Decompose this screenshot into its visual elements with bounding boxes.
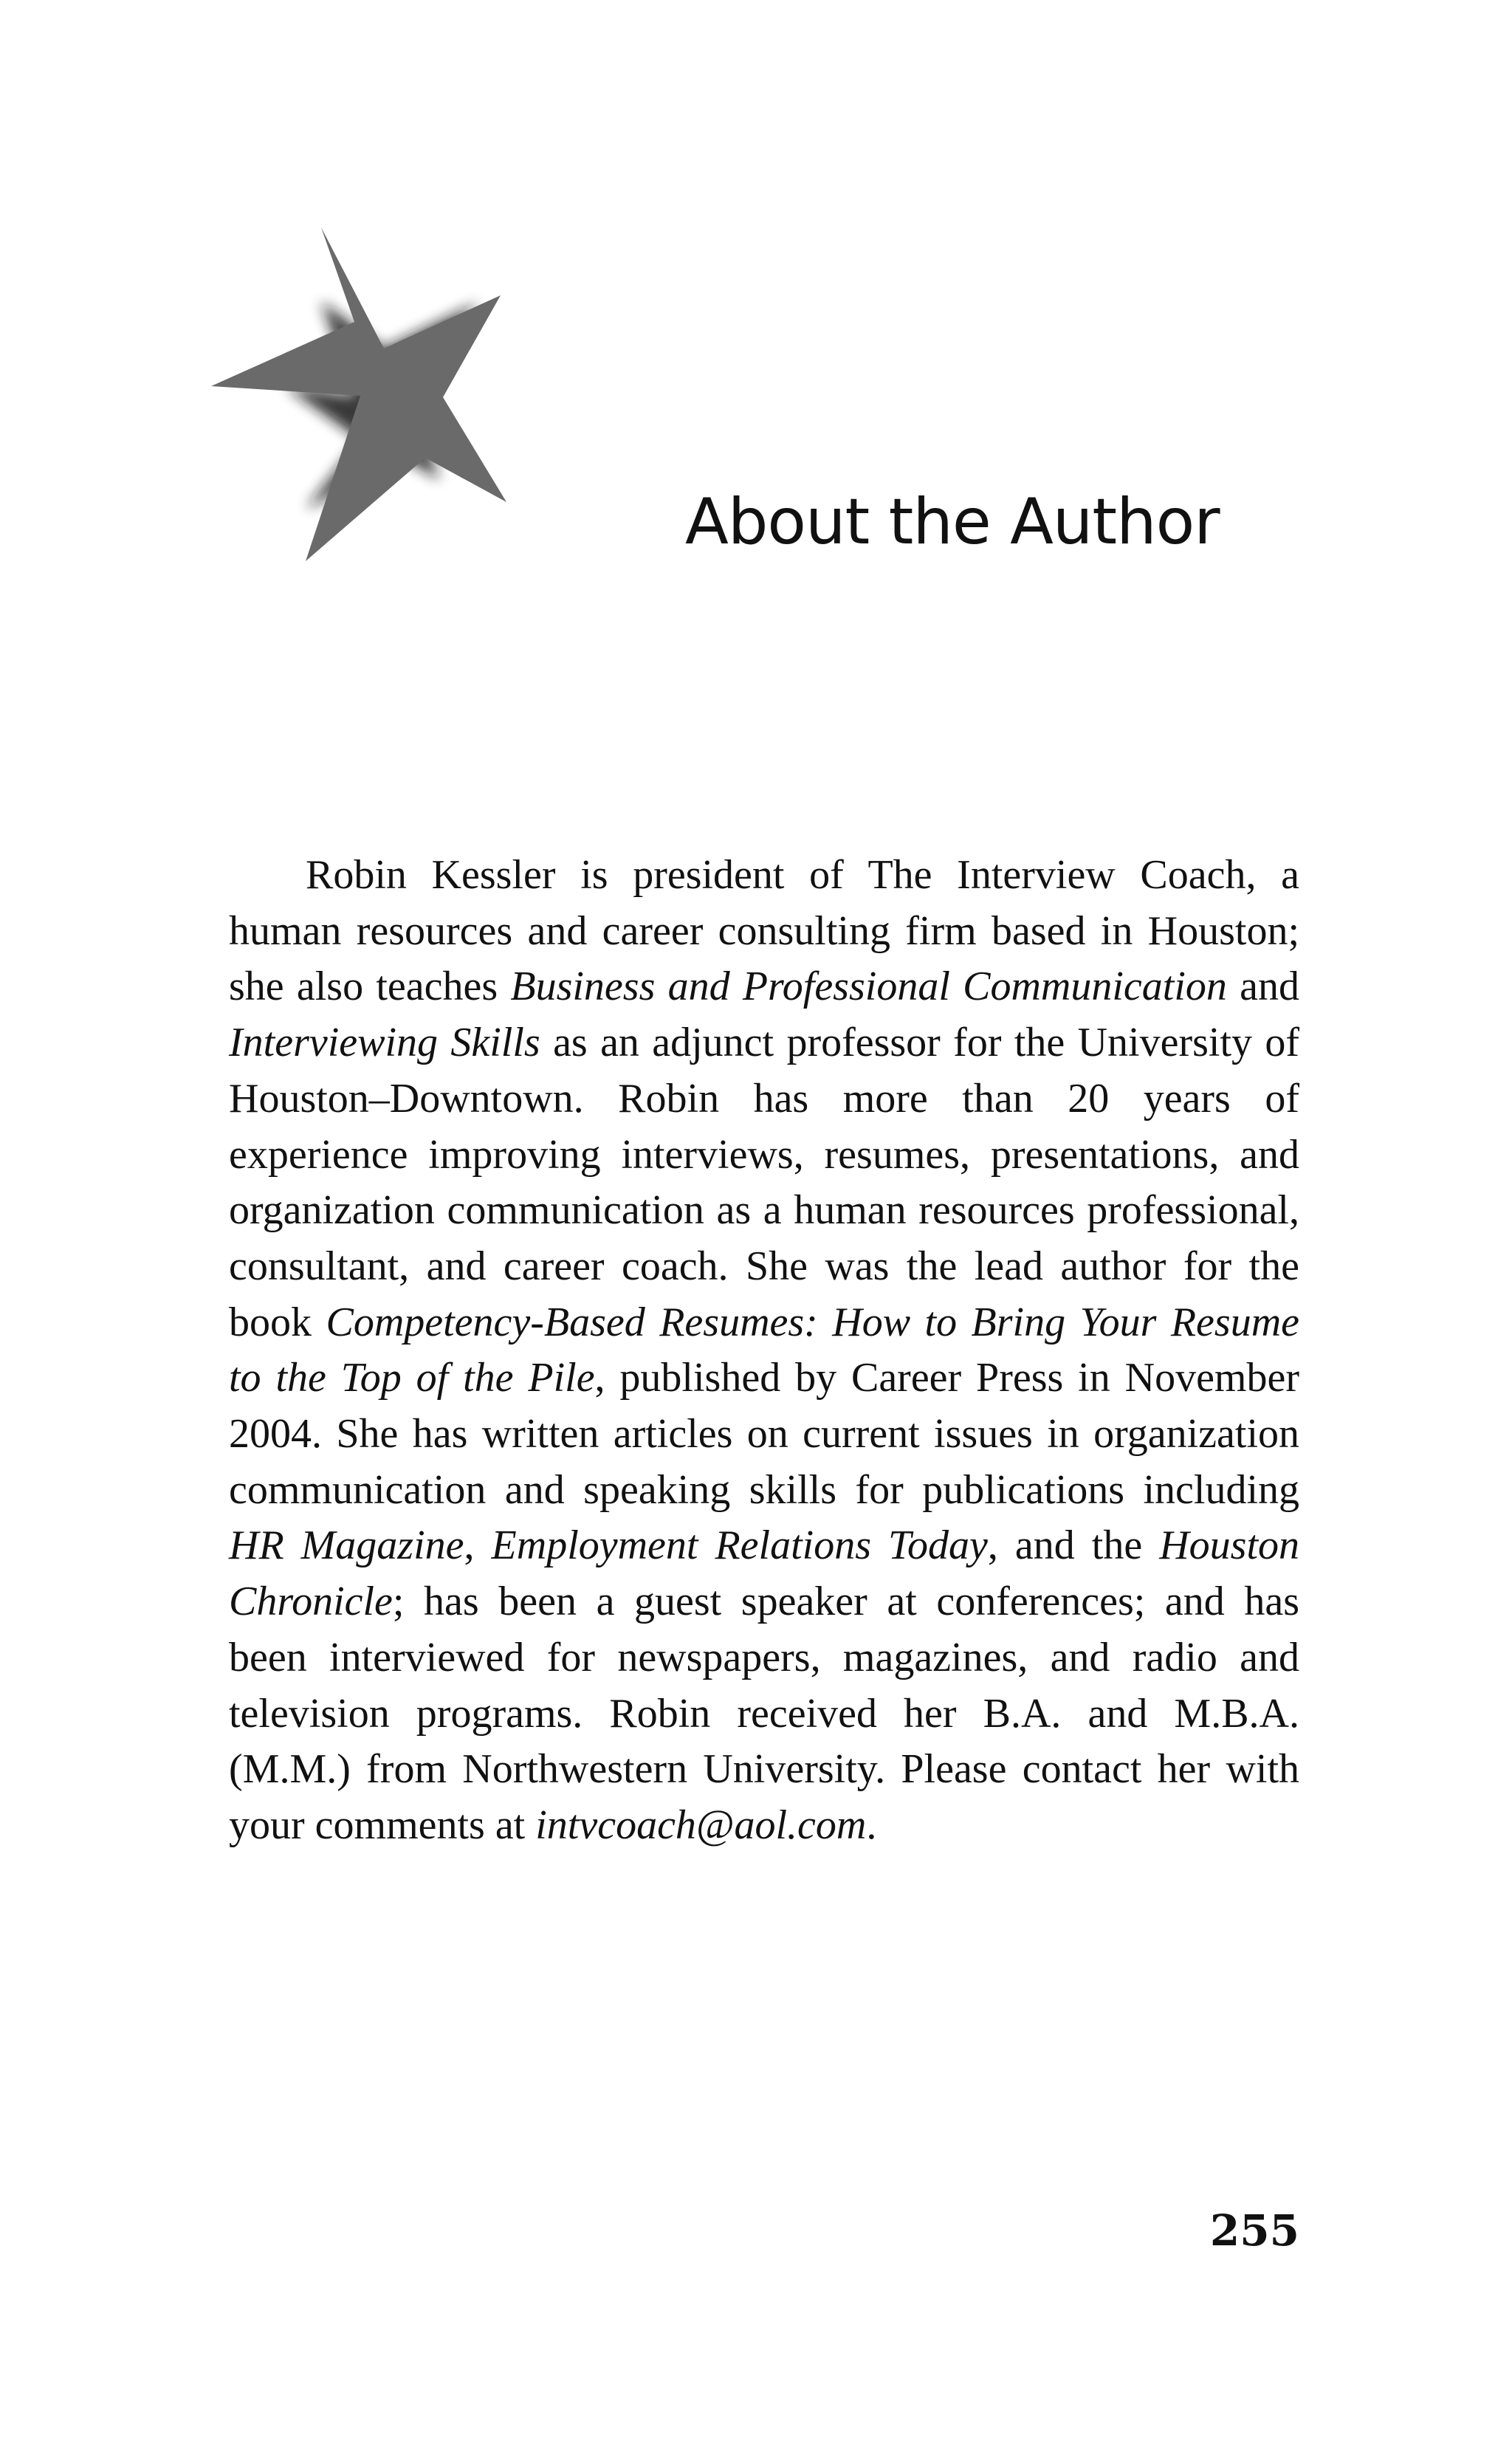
bio-text: Robin Kessler is president of The Interview Coach, a human resources and career consulting firm based in Houston; she also teaches [229,852,1299,1010]
publication-title: Employment Relations Today [491,1522,988,1569]
star-shape [211,227,506,561]
publication-title: HR Magazine [229,1522,464,1569]
contact-email: intvcoach@aol.com [535,1802,867,1848]
page-number: 255 [1209,2205,1299,2256]
course-title: Business and Professional Communication [510,964,1227,1010]
bio-text: and [1226,964,1299,1010]
page-title: About the Author [685,485,1220,559]
bio-text: , and the [987,1522,1160,1569]
bio-text: as an adjunct professor for the University of Houston–Downtown. Robin has more than 20 years of experience improving interviews, resumes, presentations, and organization communication as a human resources professional, consultant, and career coach. She was the lead author for the book [229,1020,1300,1345]
star-icon [199,214,524,569]
bio-text: , published by Career Press in November 2004. She has written articles on current issues in organization communication and speaking skills for publications including [229,1355,1299,1513]
bio-text: , [464,1522,492,1569]
bio-text: ; has been a guest speaker at conferences; and has been interviewed for newspapers, magazines, and radio and television programs. Robin received her B.A. and M.B.A. (M.M.) from Northwestern University. Please contact her with your comments at [229,1579,1299,1848]
bio-text: . [866,1802,877,1848]
publication-title: Houston Chronicle [229,1522,1299,1625]
book-title: Competency-Based Resumes: How to Bring Your Resume to the Top of the Pile [229,1299,1299,1401]
author-biography [229,848,1299,1854]
course-title: Interviewing Skills [229,1020,540,1066]
